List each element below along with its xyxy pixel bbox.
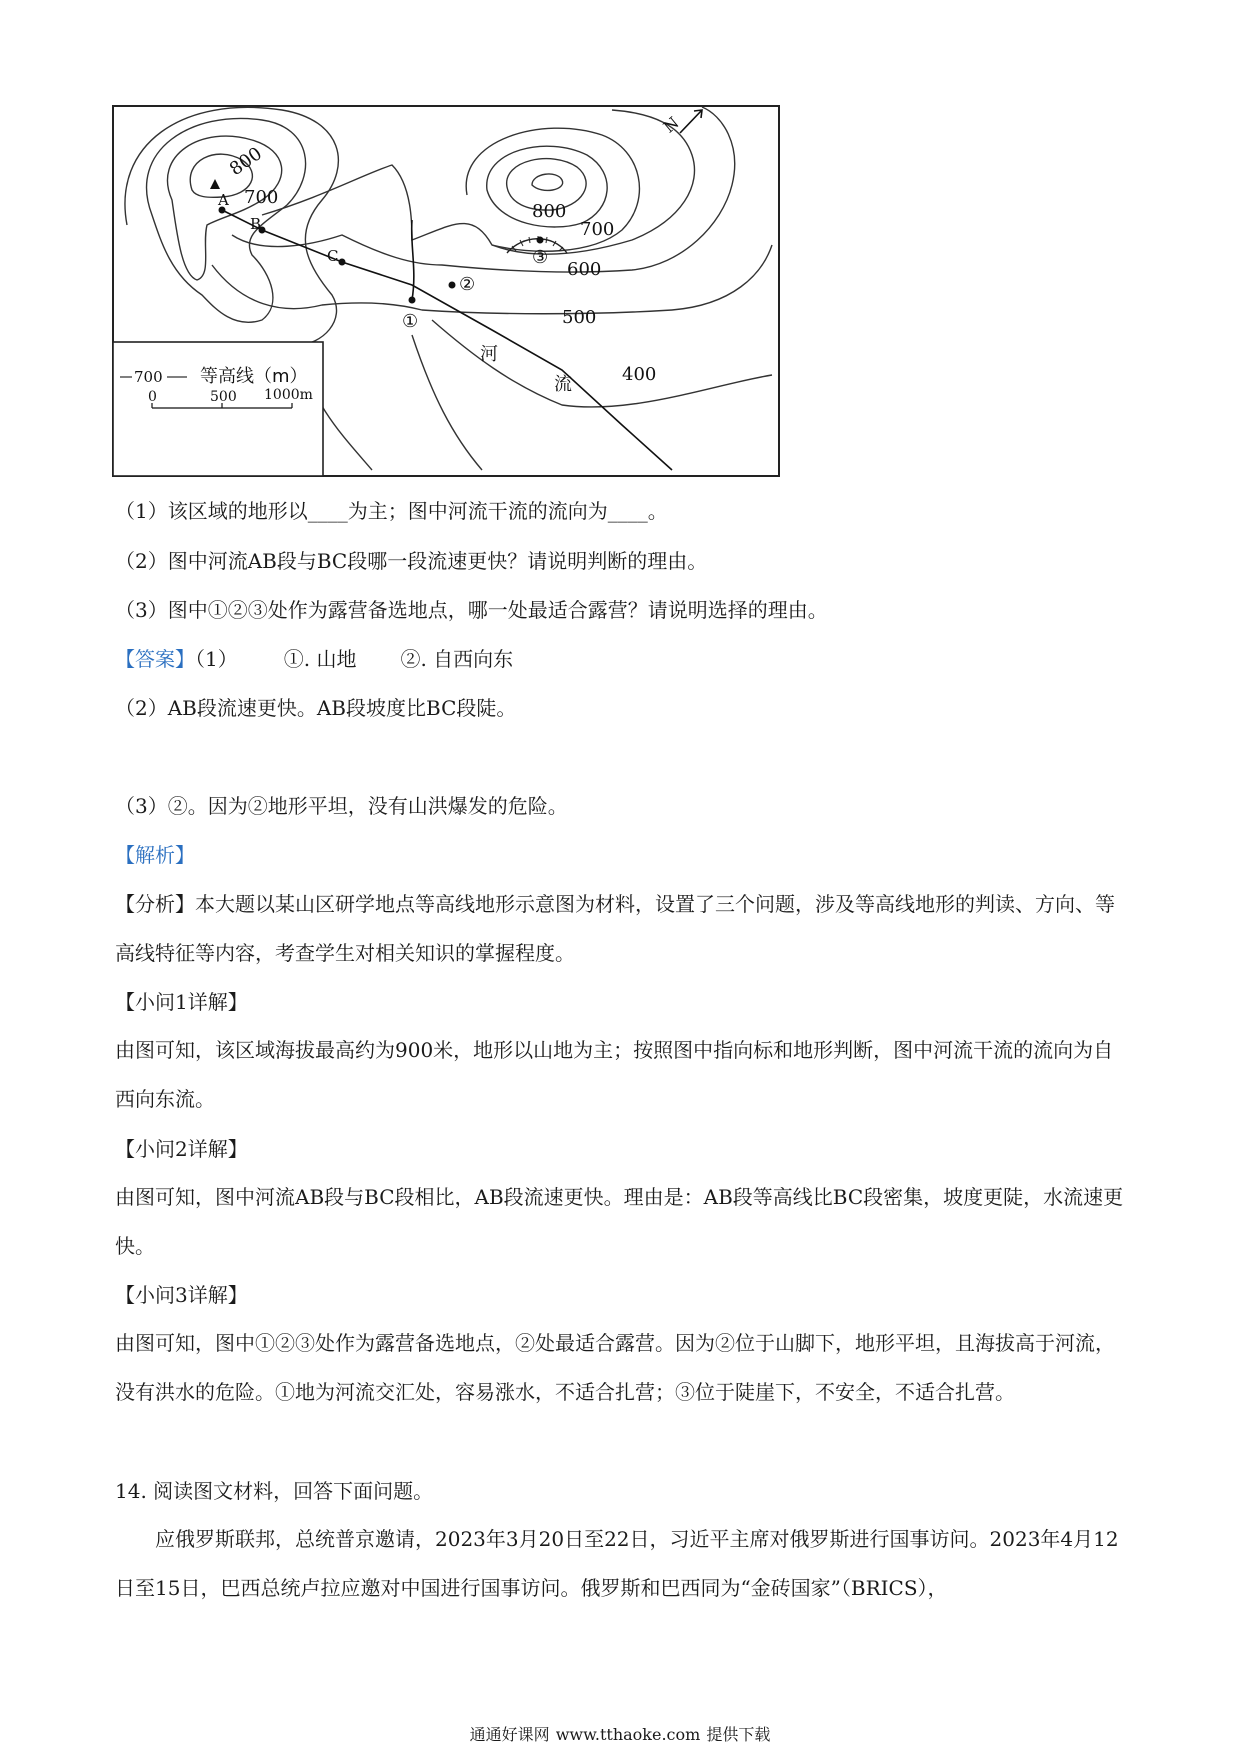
question-2: （2）图中河流AB段与BC段哪一段流速更快？请说明判断的理由。: [115, 549, 708, 573]
north-label: N: [659, 112, 683, 137]
subq3-heading: 【小问3详解】: [115, 1283, 248, 1307]
answer-1-part2: ②. 自西向东: [400, 647, 514, 671]
point-label: C: [327, 247, 339, 265]
q14-body: 应俄罗斯联邦，总统普京邀请，2023年3月20日至22日，习近平主席对俄罗斯进行国事访问。2023年4月12日至15日，巴西总统卢拉应邀对中国进行国事访问。俄罗斯和巴西同为“金砖国家”（BRICS），: [115, 1527, 1119, 1600]
point-label: B: [250, 215, 262, 233]
contour-label: 400: [622, 364, 657, 385]
question-3: （3）图中①②③处作为露营备选地点，哪一处最适合露营？请说明选择的理由。: [115, 598, 828, 622]
scale-label: 0: [148, 389, 157, 405]
subq1-body: 由图可知，该区域海拔最高约为900米，地形以山地为主；按照图中指向标和地形判断，图中河流干流的流向为自西向东流。: [115, 1038, 1114, 1111]
legend-sample: 700: [134, 368, 163, 386]
footer-site: 通通好课网: [469, 1725, 550, 1744]
page-footer: [0, 1722, 1240, 1745]
answer-tag: 【答案】: [115, 647, 195, 671]
river-label: 河: [480, 344, 498, 365]
contour-label: 800: [225, 143, 267, 181]
analysis-summary: 【分析】本大题以某山区研学地点等高线地形示意图为材料，设置了三个问题，涉及等高线地形的判读、方向、等高线特征等内容，考查学生对相关知识的掌握程度。: [115, 892, 1115, 965]
subq2-heading: 【小问2详解】: [115, 1137, 248, 1161]
legend-label: 等高线（m）: [200, 366, 308, 387]
scale-label: 1000m: [264, 387, 313, 403]
subq3-body: 由图可知，图中①②③处作为露营备选地点，②处最适合露营。因为②位于山脚下，地形平坦，且海拔高于河流，没有洪水的危险。①地为河流交汇处，容易涨水，不适合扎营；③位于陡崖下，不安全，不适合扎营。: [115, 1331, 1115, 1404]
site-label: ①: [402, 311, 419, 332]
scale-label: 500: [210, 389, 237, 405]
site-label: ②: [459, 274, 476, 295]
legend-box: [113, 342, 323, 476]
analysis-tag: 【解析】: [115, 843, 195, 867]
subq2-body: 由图可知，图中河流AB段与BC段相比，AB段流速更快。理由是：AB段等高线比BC段密集，坡度更陡，水流速更快。: [115, 1185, 1124, 1258]
footer-url[interactable]: www.tthaoke.com: [555, 1725, 701, 1744]
contour-label: 500: [562, 307, 597, 328]
contour-map: [112, 105, 780, 477]
answer-1-num: （1）: [195, 647, 238, 671]
answer-1-part1: ①. 山地: [283, 647, 357, 671]
answer-3: （3）②。因为②地形平坦，没有山洪爆发的危险。: [115, 794, 568, 818]
contour-label: 700: [580, 219, 615, 240]
contour-label: 800: [532, 201, 567, 222]
q14-title: 14. 阅读图文材料，回答下面问题。: [115, 1479, 434, 1503]
answer-2: （2）AB段流速更快。AB段坡度比BC段陡。: [115, 696, 517, 720]
footer-suffix: 提供下载: [706, 1725, 771, 1744]
answer-1: [115, 644, 513, 674]
river-label: 流: [554, 374, 572, 395]
site-label: ③: [532, 247, 549, 268]
question-1: （1）该区域的地形以____为主；图中河流干流的流向为____。: [115, 499, 668, 523]
subq1-heading: 【小问1详解】: [115, 990, 248, 1014]
point-label: A: [218, 191, 229, 209]
contour-label: 700: [244, 187, 279, 208]
contour-label: 600: [567, 259, 602, 280]
